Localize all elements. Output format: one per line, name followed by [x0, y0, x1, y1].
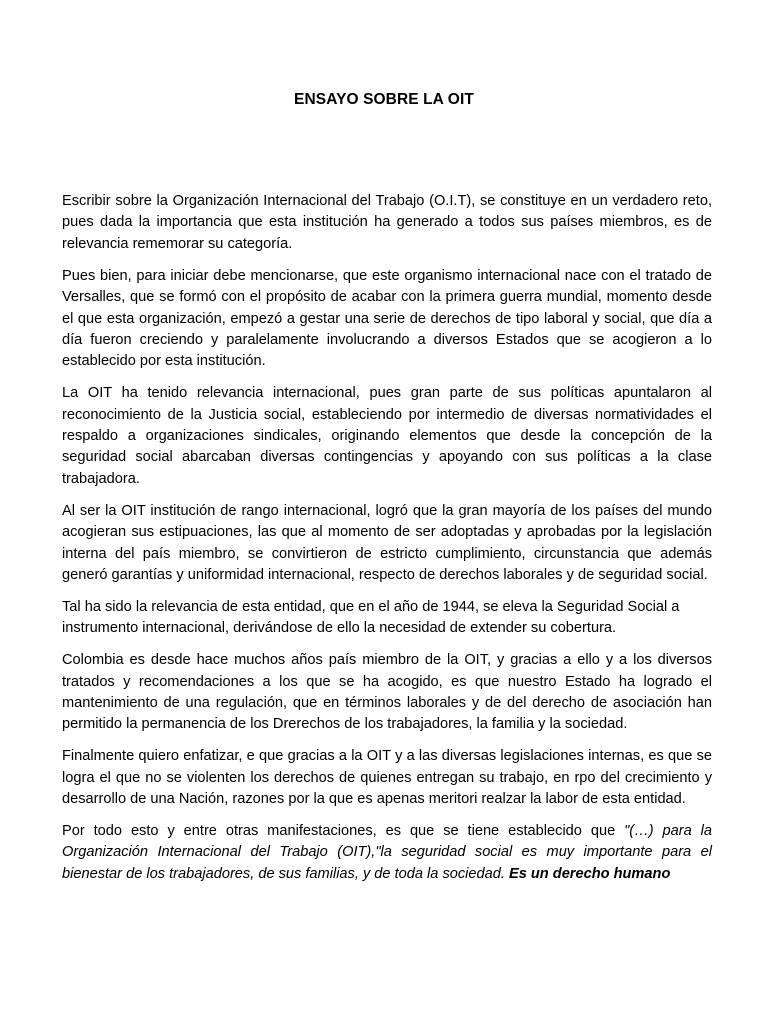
paragraph-8-lead: Por todo esto y entre otras manifestaciones, es que se tiene establecido que: [62, 823, 625, 840]
paragraph-7: Finalmente quiero enfatizar, e que gracias a la OIT y a las diversas legislaciones internas, es que se logra el que no se violenten los derechos de quienes entregan su trabajo, en rpo del crecimiento y desarrollo de una Nación, razones por la que es apenas meritori realzar la labor de esta entidad.: [62, 748, 712, 808]
paragraph-5: Tal ha sido la relevancia de esta entidad, que en el año de 1944, se eleva la Seguridad Social a instrumento internacional, derivándose de ello la necesidad de extender su cobertura.: [62, 598, 680, 637]
page-title: ENSAYO SOBRE LA OIT: [294, 91, 474, 108]
paragraph-2: Pues bien, para iniciar debe mencionarse, que este organismo internacional nace con el tratado de Versalles, que se formó con el propósito de acabar con la primera guerra mundial, momento desde el que esta organización, empezó a gestar una serie de derechos de tipo laboral y social, que día a día fueron creciendo y paralelamente involucrando a diversos Estados que se acogieron a lo establecido por esta institución.: [62, 267, 712, 370]
paragraph-3: La OIT ha tenido relevancia internacional, pues gran parte de sus políticas apuntalaron al reconocimiento de la Justicia social, estableciendo por intermedio de diversas normatividades el respaldo a organizaciones sindicales, originando elementos que desde la concepción de la seguridad social abarcaban diversas contingencias y apoyando con sus políticas a la clase trabajadora.: [62, 385, 712, 487]
paragraph-4: Al ser la OIT institución de rango internacional, logró que la gran mayoría de los países del mundo acogieran sus estipuaciones, las que al momento de ser adoptadas y aprobadas por la legislación interna del país miembro, se convirtieron de estricto cumplimiento, circunstancia que además generó garantías y uniformidad internacional, respecto de derechos laborales y de seguridad social.: [62, 502, 712, 583]
paragraph-8-emphasis: Es un derecho humano: [504, 865, 671, 882]
paragraph-1: Escribir sobre la Organización Internacional del Trabajo (O.I.T), se constituye en un verdadero reto, pues dada la importancia que esta institución ha generado a todos sus países miembros, es de relevancia rememorar su categoría.: [62, 193, 712, 252]
essay-body: [62, 191, 712, 896]
paragraph-8-quote: "(…) para la Organización Internacional del Trabajo (OIT),"la seguridad social es muy importante para el bienestar de los trabajadores, de sus familias, y de toda la sociedad.: [62, 823, 712, 882]
paragraph-6: Colombia es desde hace muchos años país miembro de la OIT, y gracias a ello y a los diversos tratados y recomendaciones a los que se ha acogido, es que nuestro Estado ha logrado el mantenimiento de una regulación, que en términos laborales y de del derecho de asociación han permitido la permanencia de los Drerechos de los trabajadores, la familia y la sociedad.: [62, 652, 712, 733]
paragraph-8: [62, 821, 712, 885]
